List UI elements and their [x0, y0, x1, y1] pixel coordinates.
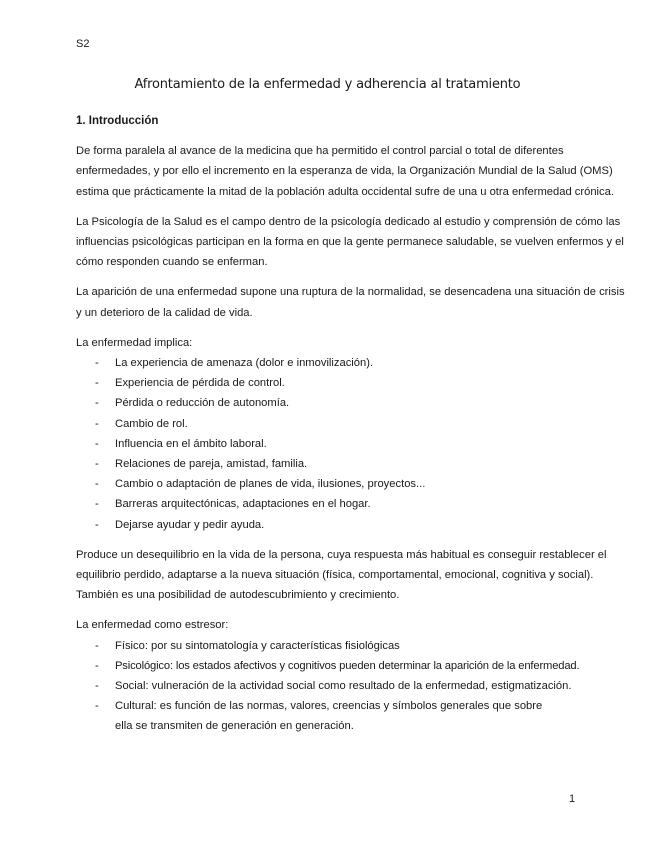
list-item: - La experiencia de amenaza (dolor e inmovilización).	[76, 353, 631, 373]
list-item: - Cultural: es función de las normas, valores, creencias y símbolos generales que sobre ella se transmiten de generación en generación.	[76, 696, 631, 736]
estresor-intro: La enfermedad como estresor:	[76, 619, 229, 632]
list-item: - Dejarse ayudar y pedir ayuda.	[76, 515, 631, 535]
list-dash: -	[95, 397, 99, 410]
list-item: - Psicológico: los estados afectivos y cognitivos pueden determinar la aparición de la enfermedad.	[76, 656, 631, 676]
list-item: - Relaciones de pareja, amistad, familia.	[76, 454, 631, 474]
list-dash: -	[95, 357, 99, 370]
list-item: - Barreras arquitectónicas, adaptaciones en el hogar.	[76, 494, 631, 514]
list-dash: -	[95, 639, 99, 652]
section-heading: 1. Introducción	[76, 115, 159, 127]
list-item: - Experiencia de pérdida de control.	[76, 373, 631, 393]
implica-intro: La enfermedad implica:	[76, 336, 193, 349]
document-title: Afrontamiento de la enfermedad y adherencia al tratamiento	[134, 77, 521, 92]
list-dash: -	[95, 498, 99, 511]
list-item: - Cambio de rol.	[76, 414, 631, 434]
paragraph-aparicion: La aparición de una enfermedad supone una ruptura de la normalidad, se desencadena una situación de crisis y un deterioro de la calidad de vida.	[76, 286, 625, 319]
estresor-list	[76, 636, 631, 737]
list-dash: -	[95, 659, 99, 672]
list-dash: -	[95, 417, 99, 430]
document-body	[76, 111, 631, 747]
list-dash: -	[95, 518, 99, 531]
list-dash: -	[95, 458, 99, 471]
list-dash: -	[95, 478, 99, 491]
page-number: 1	[569, 793, 576, 805]
list-item: - Físico: por su sintomatología y características fisiológicas	[76, 636, 631, 656]
list-item: - Cambio o adaptación de planes de vida, ilusiones, proyectos...	[76, 474, 631, 494]
paragraph-desequilibrio: Produce un desequilibrio en la vida de la persona, cuya respuesta más habitual es conseguir restablecer el equilibrio perdido, adaptarse a la nueva situación (física, comportamental, emocional, cognitiva y social). También es una posibilidad de autodescubrimiento y crecimiento.	[76, 548, 607, 602]
list-dash: -	[95, 437, 99, 450]
paragraph-psicologia-salud: La Psicología de la Salud es el campo dentro de la psicología dedicado al estudio y comprensión de cómo las influencias psicológicas participan en la forma en que la gente permanece saludable, se vuelven enfermos y el cómo responden cuando se enferman.	[76, 215, 624, 269]
paragraph-oms: De forma paralela al avance de la medicina que ha permitido el control parcial o total de diferentes enfermedades, y por ello el incremento en la esperanza de vida, la Organización Mundial de la Salud (OMS) estima que prácticamente la mitad de la población adulta occidental sufre de una u otra enfermedad crónica.	[76, 145, 614, 198]
list-dash: -	[95, 377, 99, 390]
implica-list	[76, 353, 631, 535]
list-item: - Social: vulneración de la actividad social como resultado de la enfermedad, estigmatización.	[76, 676, 631, 696]
list-dash: -	[95, 680, 99, 693]
list-dash: -	[95, 700, 99, 713]
list-item: - Pérdida o reducción de autonomía.	[76, 393, 631, 413]
header-label: S2	[76, 38, 90, 50]
list-item: - Influencia en el ámbito laboral.	[76, 434, 631, 454]
